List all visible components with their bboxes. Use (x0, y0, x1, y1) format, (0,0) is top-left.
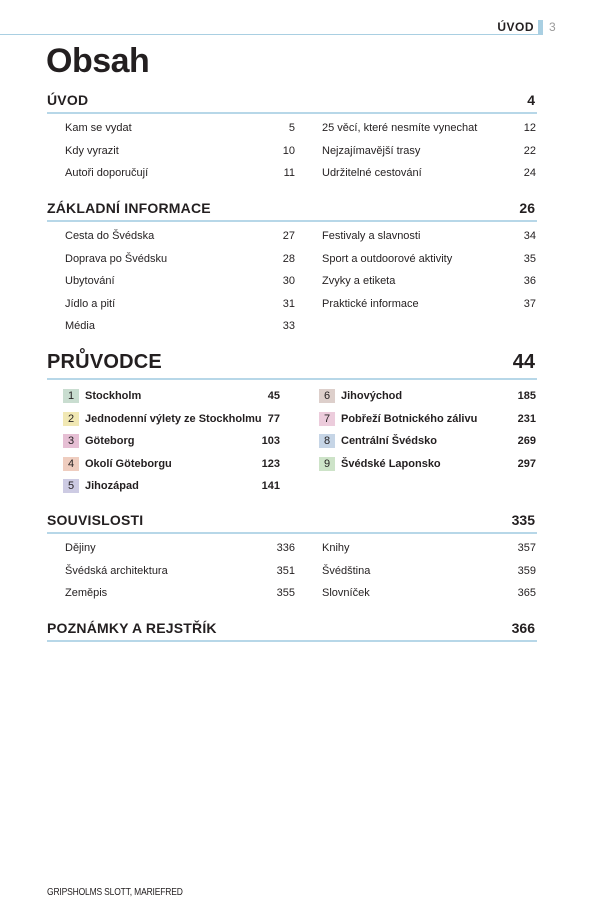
entry-label: Zeměpis (65, 587, 108, 599)
toc-entry[interactable] (322, 271, 536, 294)
toc-entry[interactable] (322, 294, 536, 317)
entry-page: 37 (523, 297, 536, 310)
entry-page: 10 (282, 144, 295, 157)
chapter-number-badge: 8 (319, 434, 335, 448)
toc-entry[interactable] (65, 249, 295, 272)
entry-label: Nejzajímavější trasy (322, 144, 421, 157)
chapter-label: Okolí Göteborgu (85, 457, 172, 470)
entry-label: Festivaly a slavnosti (322, 230, 421, 242)
chapter-number-badge: 7 (319, 412, 335, 426)
section-page: 4 (527, 92, 535, 108)
entry-label: Švédská architektura (65, 564, 168, 577)
entry-label: Slovníček (322, 587, 370, 599)
guide-column-left (63, 386, 280, 499)
toc-column-left (65, 226, 295, 339)
entry-label: Udržitelné cestování (322, 167, 422, 179)
chapter-number-badge: 5 (63, 479, 79, 493)
toc-column-right (322, 118, 536, 186)
entry-label: Praktické informace (322, 297, 419, 310)
entry-page: 12 (523, 122, 536, 134)
entry-label: Švédština (322, 564, 371, 577)
entry-label: Knihy (322, 542, 350, 554)
section-title: SOUVISLOSTI (47, 512, 144, 528)
entry-page: 359 (517, 564, 536, 577)
guide-chapter[interactable] (319, 409, 536, 432)
toc-column-left (65, 118, 295, 186)
entry-page: 35 (523, 252, 536, 265)
entry-page: 365 (517, 587, 536, 599)
guide-chapter[interactable] (63, 476, 280, 499)
entry-label: Ubytování (65, 275, 115, 287)
page-number: 3 (549, 20, 556, 34)
entry-page: 27 (282, 230, 295, 242)
section-title: ZÁKLADNÍ INFORMACE (47, 200, 211, 216)
chapter-number-badge: 2 (63, 412, 79, 426)
entry-label: Autoři doporučují (65, 167, 149, 179)
toc-entry[interactable] (65, 271, 295, 294)
entry-page: 355 (276, 587, 295, 599)
page-title: Obsah (46, 42, 150, 80)
toc-entry[interactable] (322, 561, 536, 584)
chapter-page: 45 (267, 390, 280, 402)
entry-page: 31 (282, 297, 295, 310)
entry-page: 28 (282, 252, 295, 265)
section-heading-zakladni-informace[interactable] (47, 198, 537, 222)
running-head-section: ÚVOD (497, 20, 534, 34)
chapter-number-badge: 3 (63, 434, 79, 448)
entry-label: Kdy vyrazit (65, 144, 119, 157)
chapter-label: Göteborg (85, 435, 135, 447)
entry-page: 30 (282, 275, 295, 287)
section-page: 44 (512, 351, 535, 373)
chapter-page: 231 (517, 412, 536, 425)
entry-label: Cesta do Švédska (65, 230, 155, 242)
section-heading-uvod[interactable] (47, 90, 537, 114)
section-page: 366 (511, 620, 535, 636)
photo-caption: GRIPSHOLMS SLOTT, MARIEFRED (47, 887, 183, 898)
toc-entry[interactable] (322, 141, 536, 164)
chapter-label: Pobřeží Botnického zálivu (341, 412, 478, 425)
chapter-page: 77 (267, 412, 280, 425)
toc-entry[interactable] (65, 163, 295, 186)
entry-page: 34 (523, 230, 536, 242)
chapter-label: Jihovýchod (341, 390, 403, 402)
guide-chapter[interactable] (63, 431, 280, 454)
toc-entry[interactable] (322, 249, 536, 272)
section-page: 335 (511, 512, 535, 528)
toc-entry[interactable] (322, 118, 536, 141)
entry-page: 5 (288, 122, 295, 134)
chapter-page: 103 (261, 435, 280, 447)
entry-page: 36 (523, 275, 536, 287)
chapter-number-badge: 1 (63, 389, 79, 403)
entry-label: 25 věcí, které nesmíte vynechat (322, 122, 478, 134)
running-head-marker (538, 20, 543, 35)
chapter-page: 185 (517, 390, 536, 402)
toc-entry[interactable] (322, 163, 536, 186)
toc-entry[interactable] (322, 226, 536, 249)
section-heading-pruvodce[interactable] (47, 350, 537, 380)
entry-page: 351 (276, 564, 295, 577)
entry-label: Kam se vydat (65, 122, 132, 134)
chapter-number-badge: 9 (319, 457, 335, 471)
toc-column-left (65, 538, 295, 606)
toc-entry[interactable] (65, 118, 295, 141)
entry-label: Dějiny (65, 542, 96, 554)
entry-label: Zvyky a etiketa (322, 275, 396, 287)
chapter-page: 141 (261, 480, 280, 492)
entry-label: Sport a outdoorové aktivity (322, 252, 453, 265)
section-page: 26 (519, 200, 535, 216)
section-heading-poznamky-a-rejstrik[interactable] (47, 618, 537, 642)
guide-chapter[interactable] (63, 386, 280, 409)
entry-page: 22 (523, 144, 536, 157)
entry-page: 11 (283, 167, 295, 179)
entry-label: Doprava po Švédsku (65, 252, 168, 265)
chapter-label: Jihozápad (85, 480, 139, 492)
guide-chapter[interactable] (319, 454, 536, 477)
chapter-label: Jednodenní výlety ze Stockholmu (85, 412, 262, 425)
chapter-label: Centrální Švédsko (341, 435, 437, 447)
running-head (0, 18, 600, 38)
section-title: PRŮVODCE (47, 351, 162, 373)
toc-entry[interactable] (322, 538, 536, 561)
chapter-label: Švédské Laponsko (341, 457, 441, 470)
guide-chapter[interactable] (63, 409, 280, 432)
section-title: ÚVOD (47, 92, 89, 108)
entry-page: 33 (282, 320, 295, 332)
toc-column-right (322, 538, 536, 606)
guide-chapter[interactable] (319, 386, 536, 409)
toc-entry[interactable] (65, 141, 295, 164)
entry-label: Jídlo a pití (65, 297, 116, 310)
section-title: POZNÁMKY A REJSTŘÍK (47, 620, 217, 636)
chapter-page: 269 (517, 435, 536, 447)
entry-page: 336 (276, 542, 295, 554)
chapter-number-badge: 4 (63, 457, 79, 471)
entry-page: 357 (517, 542, 536, 554)
chapter-page: 123 (261, 457, 280, 470)
guide-chapter[interactable] (319, 431, 536, 454)
toc-entry[interactable] (65, 538, 295, 561)
chapter-label: Stockholm (85, 390, 142, 402)
entry-label: Média (65, 320, 95, 332)
toc-entry[interactable] (65, 316, 295, 339)
chapter-number-badge: 6 (319, 389, 335, 403)
guide-column-right (319, 386, 536, 476)
toc-entry[interactable] (65, 583, 295, 606)
toc-entry[interactable] (65, 226, 295, 249)
toc-entry[interactable] (322, 583, 536, 606)
guide-chapter[interactable] (63, 454, 280, 477)
entry-page: 24 (523, 167, 536, 179)
running-head-rule (0, 34, 538, 35)
toc-entry[interactable] (65, 294, 295, 317)
toc-column-right (322, 226, 536, 316)
toc-entry[interactable] (65, 561, 295, 584)
chapter-page: 297 (517, 457, 536, 470)
section-heading-souvislosti[interactable] (47, 510, 537, 534)
